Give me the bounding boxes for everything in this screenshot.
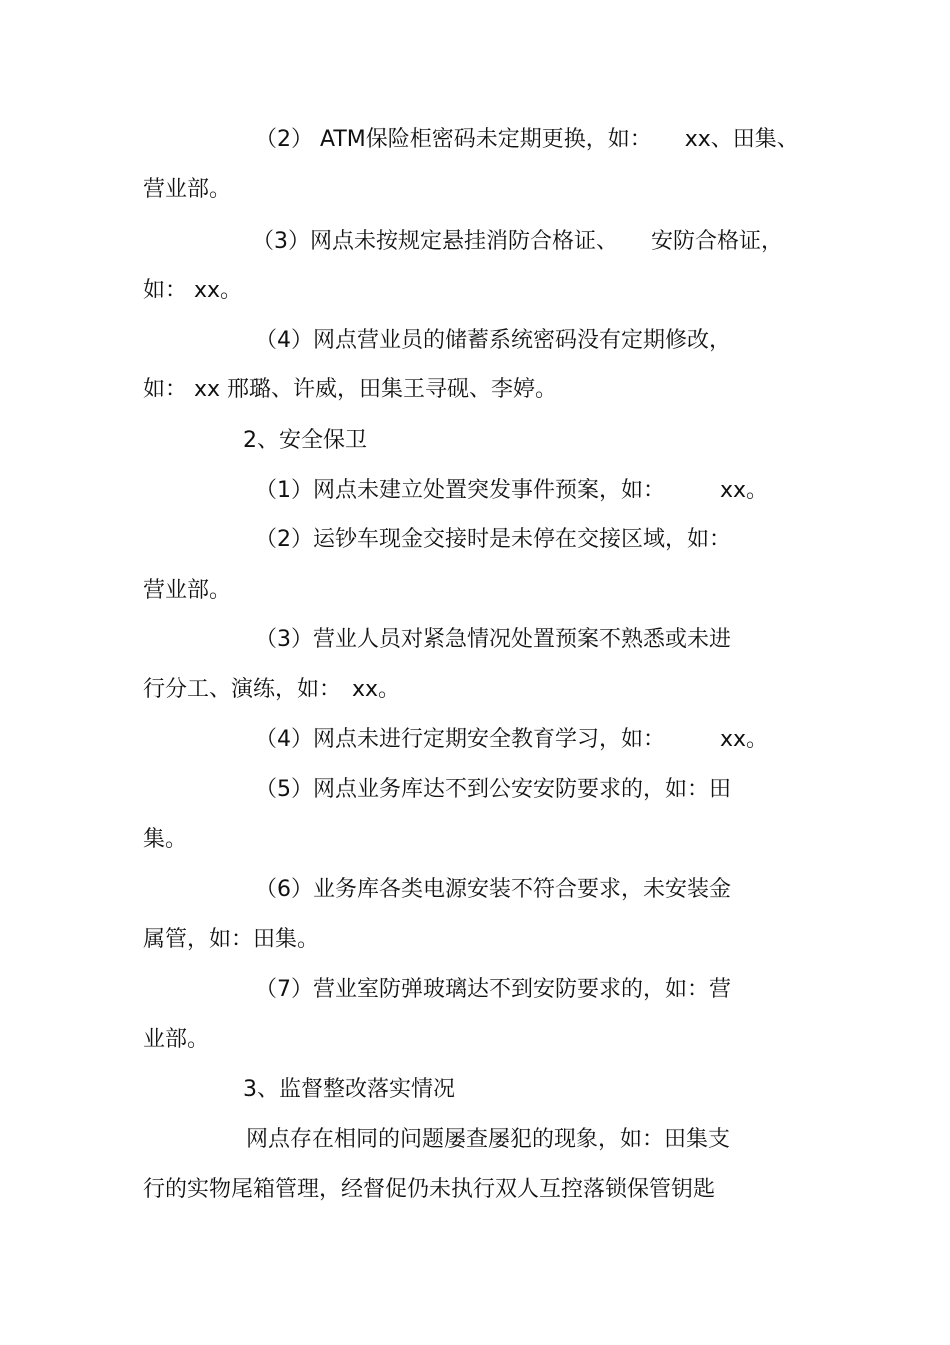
text-line: （4）网点未进行定期安全教育学习，如： xx。 xyxy=(255,727,769,752)
text-line: （5）网点业务库达不到公安安防要求的，如：田 xyxy=(255,777,731,802)
text-line: 营业部。 xyxy=(143,578,232,603)
text-line: 营业部。 xyxy=(143,177,232,202)
text-line: 行分工、演练，如： xx。 xyxy=(143,677,401,702)
text-line: 业部。 xyxy=(143,1027,210,1052)
text-line: （2） ATM保险柜密码未定期更换，如： xx、田集、 xyxy=(255,127,799,152)
text-line: （1）网点未建立处置突发事件预案，如： xx。 xyxy=(255,478,769,503)
text-line: 如： xx。 xyxy=(143,278,243,303)
text-line: 网点存在相同的问题屡查屡犯的现象，如：田集支 xyxy=(246,1127,731,1152)
text-line: （7）营业室防弹玻璃达不到安防要求的，如：营 xyxy=(255,977,731,1002)
text-line: 属管，如：田集。 xyxy=(143,927,320,952)
section-heading: 3、监督整改落实情况 xyxy=(243,1077,455,1102)
text-line: （3）网点未按规定悬挂消防合格证、 安防合格证， xyxy=(252,229,783,254)
text-line: 行的实物尾箱管理，经督促仍未执行双人互控落锁保管钥匙 xyxy=(143,1177,716,1202)
text-line: 如： xx 邢璐、许威，田集王寻砚、李婷。 xyxy=(143,377,558,402)
text-line: （6）业务库各类电源安装不符合要求，未安装金 xyxy=(255,877,731,902)
text-line: 集。 xyxy=(143,827,188,852)
text-line: （2）运钞车现金交接时是未停在交接区域，如： xyxy=(255,527,731,552)
text-line: （3）营业人员对紧急情况处置预案不熟悉或未进 xyxy=(255,627,731,652)
section-heading: 2、安全保卫 xyxy=(243,428,367,453)
text-line: （4）网点营业员的储蓄系统密码没有定期修改， xyxy=(255,328,731,353)
